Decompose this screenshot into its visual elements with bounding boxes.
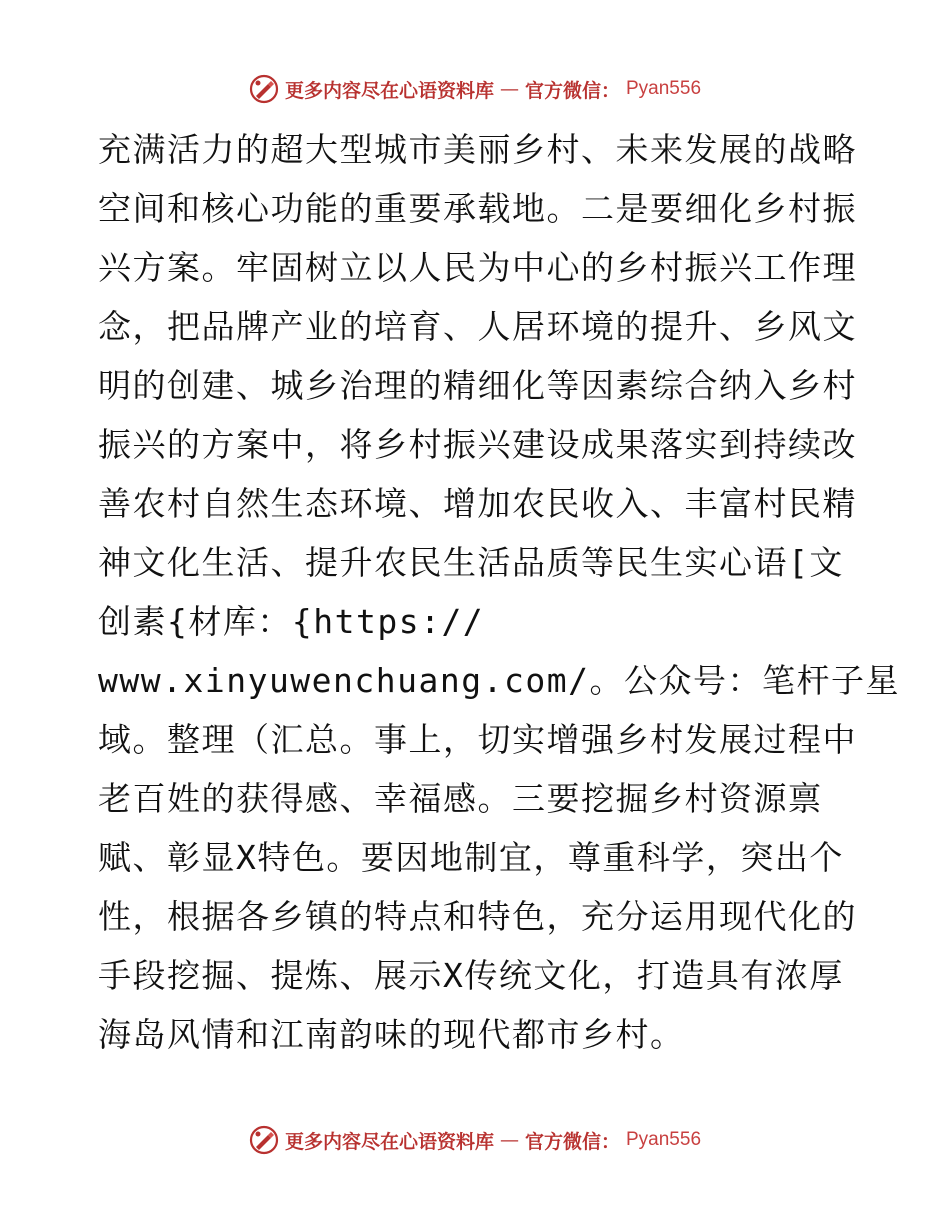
body-line: 充满活力的超大型城市美丽乡村、未来发展的战略 bbox=[98, 130, 857, 169]
body-line: 手段挖掘、提炼、展示X传统文化，打造具有浓厚 bbox=[98, 956, 844, 995]
page-header bbox=[0, 74, 950, 104]
body-line-url: www.xinyuwenchuang.com/。公众号：笔杆子星 bbox=[98, 661, 900, 700]
body-line: 海岛风情和江南韵味的现代都市乡村。 bbox=[98, 1015, 685, 1054]
header-brand-text: 更多内容尽在心语资料库 bbox=[284, 79, 494, 102]
body-line: 兴方案。牢固树立以人民为中心的乡村振兴工作理 bbox=[98, 248, 857, 287]
header-wechat-id: Pyan556 bbox=[626, 78, 702, 99]
page-footer bbox=[0, 1125, 950, 1155]
body-line: 赋、彰显X特色。要因地制宜，尊重科学，突出个 bbox=[98, 838, 844, 877]
footer-wechat-id: Pyan556 bbox=[626, 1129, 702, 1150]
header-separator: — bbox=[499, 78, 519, 100]
body-line: 明的创建、城乡治理的精细化等因素综合纳入乡村 bbox=[98, 366, 857, 405]
document-body bbox=[98, 120, 900, 1064]
body-line: 创素{材库：{https:// bbox=[98, 602, 485, 641]
footer-separator: — bbox=[499, 1129, 519, 1151]
footer-wechat-label: 官方微信： bbox=[524, 1130, 620, 1153]
body-line: 神文化生活、提升农民生活品质等民生实心语[文 bbox=[98, 543, 844, 582]
pen-logo-icon bbox=[249, 1125, 279, 1155]
header-wechat-label: 官方微信： bbox=[524, 79, 620, 102]
footer-brand-text: 更多内容尽在心语资料库 bbox=[284, 1130, 494, 1153]
body-line: 振兴的方案中，将乡村振兴建设成果落实到持续改 bbox=[98, 425, 857, 464]
pen-logo-icon bbox=[249, 74, 279, 104]
body-line: 空间和核心功能的重要承载地。二是要细化乡村振 bbox=[98, 189, 857, 228]
body-line: 念，把品牌产业的培育、人居环境的提升、乡风文 bbox=[98, 307, 857, 346]
body-line: 性，根据各乡镇的特点和特色，充分运用现代化的 bbox=[98, 897, 857, 936]
body-line: 善农村自然生态环境、增加农民收入、丰富村民精 bbox=[98, 484, 857, 523]
body-line: 老百姓的获得感、幸福感。三要挖掘乡村资源禀 bbox=[98, 779, 823, 818]
body-line: 域。整理（汇总。事上，切实增强乡村发展过程中 bbox=[98, 720, 857, 759]
